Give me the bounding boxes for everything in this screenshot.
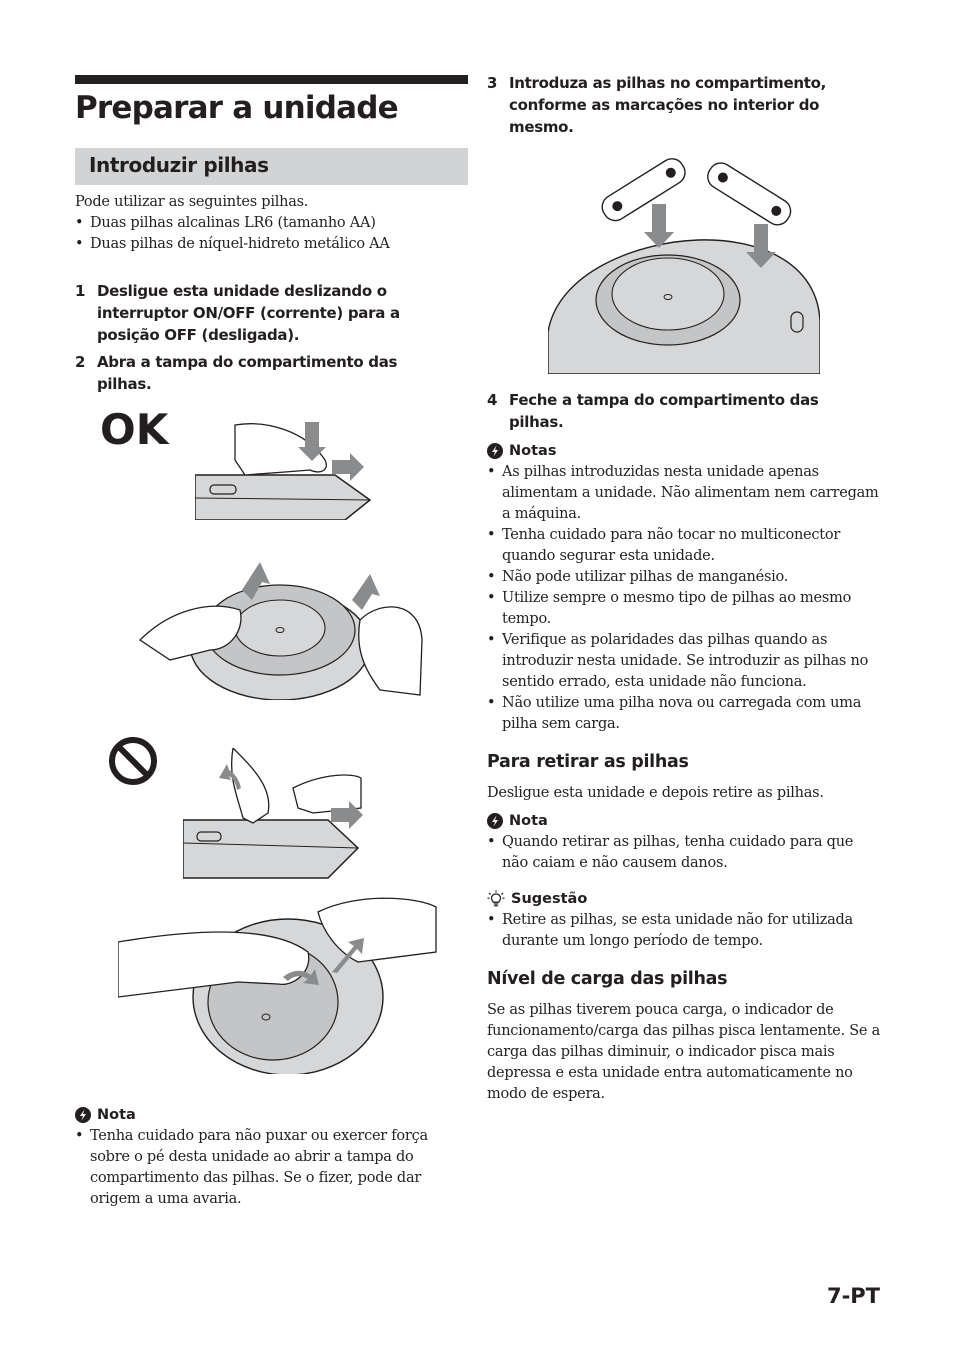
caution-icon [487, 813, 503, 829]
intro-bullet: • Duas pilhas alcalinas LR6 (tamanho AA) [75, 213, 465, 234]
wrong-twist-cover-illustration [118, 892, 438, 1074]
note-left-list [75, 1126, 445, 1210]
title-rule [75, 75, 468, 84]
step-text: Desligue esta unidade deslizando o interruptor ON/OFF (corrente) para a posição OFF (desligada). [97, 282, 400, 344]
step-text: Feche a tampa do compartimento das pilhas. [509, 391, 819, 431]
ok-label: OK [100, 405, 169, 454]
wrong-open-side-illustration [183, 748, 363, 883]
note-left-bullet: • Tenha cuidado para não puxar ou exercer força sobre o pé desta unidade ao abrir a tampa do compartimento das pilhas. Se o fizer, pode dar origem a uma avaria. [75, 1126, 445, 1210]
remove-heading: Para retirar as pilhas [487, 752, 689, 772]
step-4 [487, 389, 862, 433]
tip-heading [487, 889, 587, 909]
remove-note-list [487, 832, 882, 874]
notes-right-bullet: • Não pode utilizar pilhas de manganésio. [487, 567, 882, 588]
notes-right-list [487, 462, 882, 735]
intro-text: Pode utilizar as seguintes pilhas. [75, 194, 309, 210]
notes-right-heading [487, 441, 556, 461]
notes-right-title: Notas [509, 443, 557, 459]
tip-bullet: • Retire as pilhas, se esta unidade não for utilizada durante um longo período de tempo. [487, 910, 882, 952]
notes-right-bullet: • Utilize sempre o mesmo tipo de pilhas ao mesmo tempo. [487, 588, 882, 630]
step-number: 2 [75, 353, 86, 371]
step-3 [487, 72, 862, 138]
step-text: Abra a tampa do compartimento das pilhas. [97, 353, 398, 393]
intro-bullet: • Duas pilhas de níquel-hidreto metálico AA [75, 234, 465, 255]
level-text: Se as pilhas tiverem pouca carga, o indicador de funcionamento/carga das pilhas pisca lentamente. Se a carga das pilhas diminuir, o indicador pisca mais depressa e esta unidade entra automaticamente no modo de espera. [487, 1002, 881, 1102]
level-heading: Nível de carga das pilhas [487, 969, 728, 989]
battery-minus-icon: − [610, 197, 618, 207]
caution-icon [75, 1107, 91, 1123]
open-cover-side-illustration [195, 420, 375, 520]
notes-right-bullet: • Verifique as polaridades das pilhas quando as introduzir nesta unidade. Se introduzir as pilhas no sentido errado, esta unidade não funciona. [487, 630, 882, 693]
intro-block [75, 192, 465, 255]
note-left-heading [75, 1105, 136, 1125]
caution-icon [487, 443, 503, 459]
remove-note-heading [487, 811, 548, 831]
notes-right-bullet: • Não utilize uma pilha nova ou carregada com uma pilha sem carga. [487, 693, 882, 735]
remove-text: Desligue esta unidade e depois retire as pilhas. [487, 785, 824, 801]
page-title: Preparar a unidade [75, 90, 398, 126]
lift-cover-illustration [130, 560, 430, 700]
insert-batteries-illustration [548, 152, 820, 374]
step-text: Introduza as pilhas no compartimento, conforme as marcações no interior do mesmo. [509, 74, 827, 136]
step-1 [75, 280, 425, 346]
step-number: 3 [487, 74, 498, 92]
notes-right-bullet: • As pilhas introduzidas nesta unidade apenas alimentam a unidade. Não alimentam nem carregam a máquina. [487, 462, 882, 525]
step-number: 4 [487, 391, 498, 409]
step-2 [75, 351, 425, 395]
battery-plus-icon: + [765, 205, 773, 215]
step-number: 1 [75, 282, 86, 300]
remove-note-title: Nota [509, 813, 548, 829]
note-left-title: Nota [97, 1107, 136, 1123]
section-heading: Introduzir pilhas [89, 153, 269, 177]
page-number: 7-PT [826, 1284, 880, 1308]
notes-right-bullet: • Tenha cuidado para não tocar no multiconector quando segurar esta unidade. [487, 525, 882, 567]
prohibited-icon [108, 736, 158, 786]
tip-list [487, 910, 882, 952]
tip-title: Sugestão [511, 891, 588, 907]
lightbulb-icon [487, 890, 505, 908]
remove-note-bullet: • Quando retirar as pilhas, tenha cuidado para que não caiam e não causem danos. [487, 832, 882, 874]
